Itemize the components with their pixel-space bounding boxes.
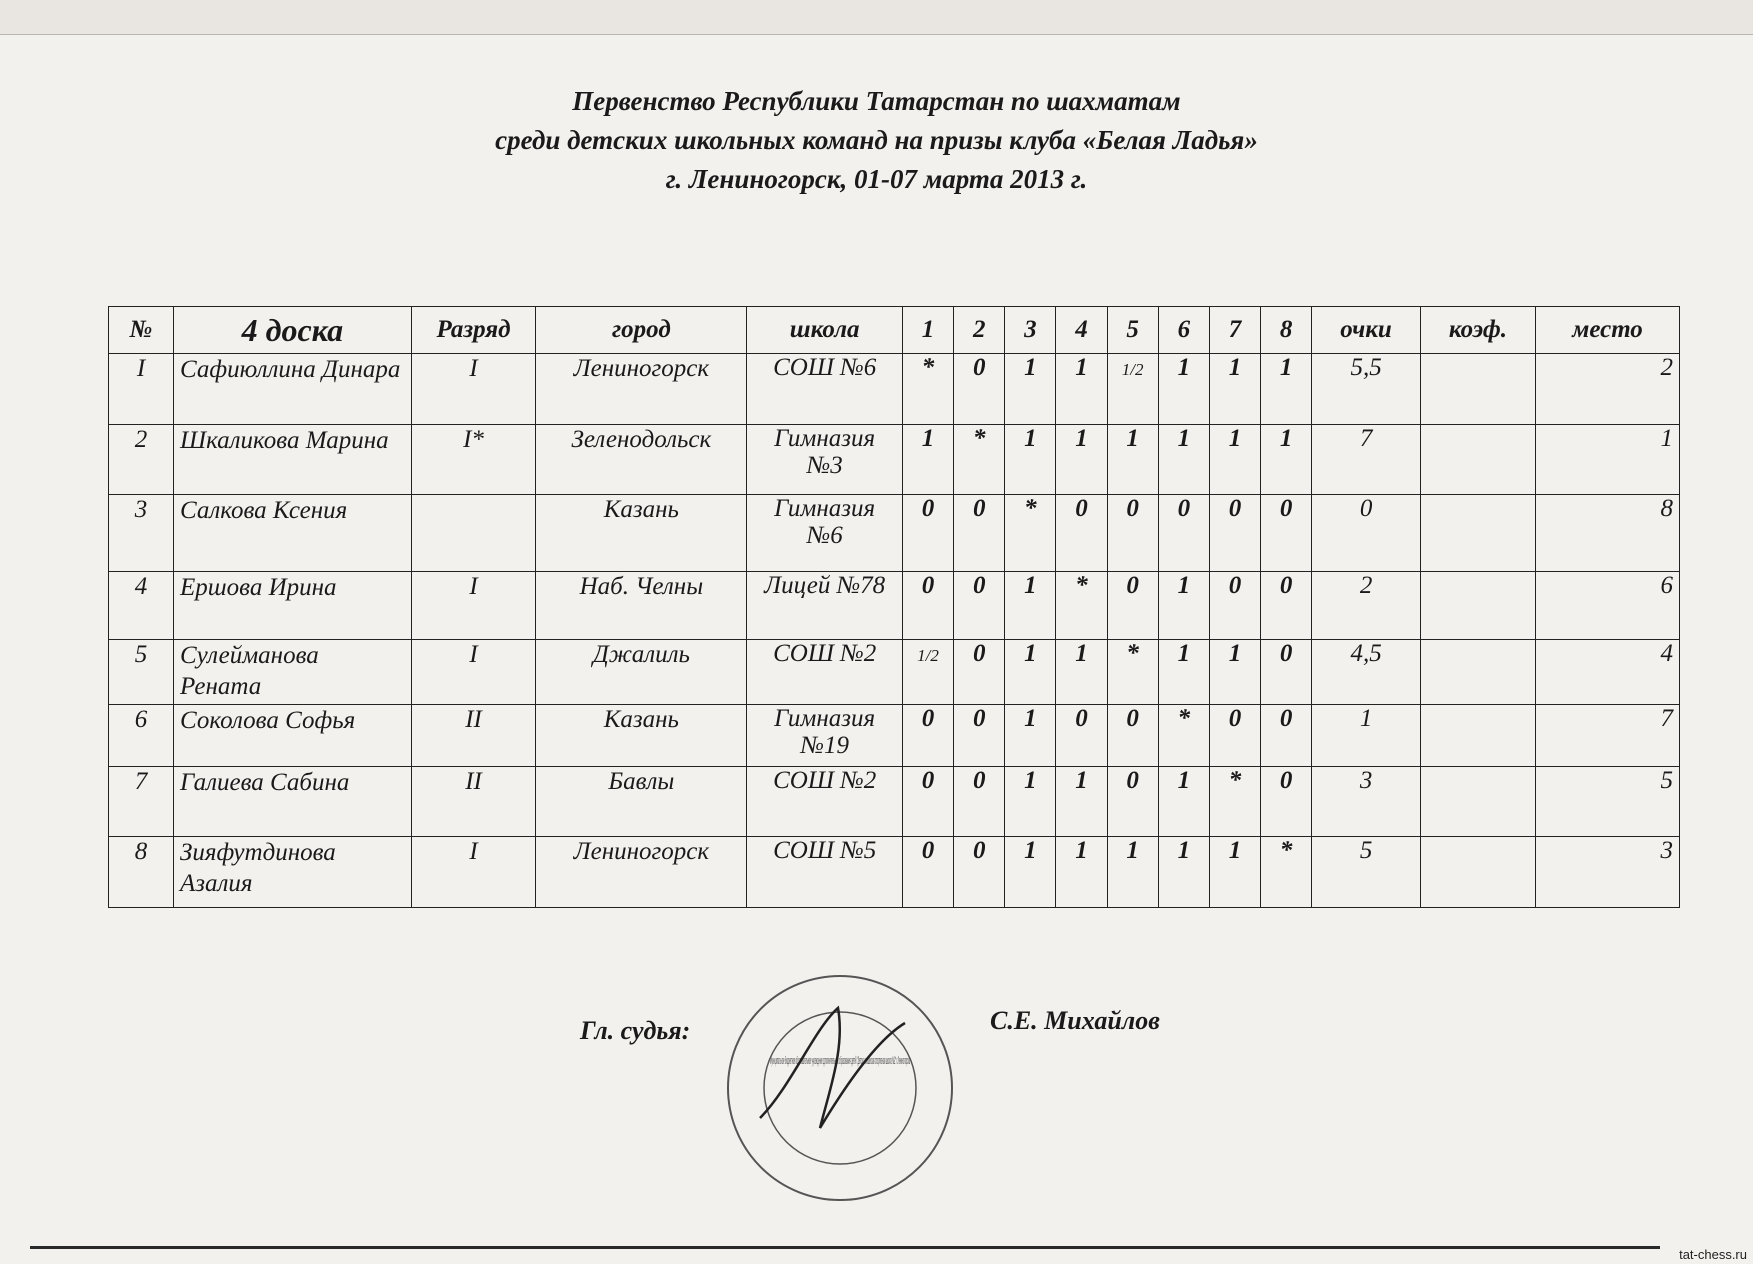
cell-result: 1: [1107, 425, 1158, 495]
cell-player-name: Ершова Ирина: [174, 571, 412, 639]
cell-points: 5,5: [1312, 354, 1421, 425]
cell-result: 0: [1056, 704, 1107, 766]
cell-result: 1: [1209, 639, 1260, 704]
cell-city: Лениногорск: [536, 836, 747, 907]
cell-result: 0: [1209, 495, 1260, 571]
table-row: [109, 639, 1680, 704]
cell-city: Лениногорск: [536, 354, 747, 425]
cell-result: *: [1209, 766, 1260, 836]
title-line-3: г. Лениногорск, 01-07 марта 2013 г.: [665, 164, 1088, 194]
cell-result: 0: [1107, 571, 1158, 639]
cell-result: 1: [1005, 704, 1056, 766]
title-line-1: Первенство Республики Татарстан по шахматам: [572, 86, 1181, 116]
cell-place: 5: [1536, 766, 1680, 836]
cell-result: 0: [902, 836, 953, 907]
cell-place: 1: [1536, 425, 1680, 495]
cell-result: *: [1107, 639, 1158, 704]
cell-result: 1: [1209, 354, 1260, 425]
cell-result: 1: [1005, 354, 1056, 425]
table-row: [109, 425, 1680, 495]
table-row: [109, 766, 1680, 836]
cell-player-name: Сафиюллина Динара: [174, 354, 412, 425]
table-row: [109, 354, 1680, 425]
header-round: 4: [1056, 307, 1107, 354]
cell-coef: [1420, 571, 1535, 639]
watermark: tat-chess.ru: [1679, 1247, 1747, 1262]
cell-coef: [1420, 836, 1535, 907]
cell-city: Казань: [536, 704, 747, 766]
cell-result: *: [902, 354, 953, 425]
cell-player-name: Салкова Ксения: [174, 495, 412, 571]
cell-points: 1: [1312, 704, 1421, 766]
cell-num: 8: [109, 836, 174, 907]
header-num: №: [109, 307, 174, 354]
table-row: [109, 495, 1680, 571]
cell-result: 1: [1158, 354, 1209, 425]
cell-result: 1: [1158, 639, 1209, 704]
cell-points: 7: [1312, 425, 1421, 495]
cell-school: СОШ №5: [747, 836, 903, 907]
cell-result: 1: [1005, 571, 1056, 639]
cell-num: 4: [109, 571, 174, 639]
cell-num: 5: [109, 639, 174, 704]
cell-result: 1/2: [1107, 354, 1158, 425]
cell-result: *: [1056, 571, 1107, 639]
stamp-text: Муниципальное бюджетное образовательное учреждение дополнительного образования детей "Детско-юношеская спортивная школа №2" г.Лениногорска: [770, 1055, 911, 1067]
cell-coef: [1420, 354, 1535, 425]
cell-result: 0: [1107, 704, 1158, 766]
cell-place: 4: [1536, 639, 1680, 704]
cell-result: 0: [954, 495, 1005, 571]
results-table: [108, 306, 1680, 908]
scan-bottom-line: [30, 1246, 1660, 1249]
cell-result: 1: [1005, 425, 1056, 495]
cell-player-name: Соколова Софья: [174, 704, 412, 766]
cell-result: 1: [1209, 836, 1260, 907]
cell-school: Гимназия №19: [747, 704, 903, 766]
cell-result: 0: [902, 704, 953, 766]
cell-result: 1: [1005, 766, 1056, 836]
cell-points: 0: [1312, 495, 1421, 571]
cell-result: 0: [954, 354, 1005, 425]
cell-result: 0: [1261, 704, 1312, 766]
cell-city: Наб. Челны: [536, 571, 747, 639]
cell-rank: II: [411, 766, 536, 836]
cell-result: 0: [1261, 571, 1312, 639]
header-coef: коэф.: [1420, 307, 1535, 354]
cell-result: *: [1158, 704, 1209, 766]
cell-result: 0: [954, 704, 1005, 766]
cell-rank: I*: [411, 425, 536, 495]
cell-result: 1: [1158, 425, 1209, 495]
cell-player-name: Шкаликова Марина: [174, 425, 412, 495]
cell-player-name: Галиева Сабина: [174, 766, 412, 836]
cell-city: Казань: [536, 495, 747, 571]
cell-num: 6: [109, 704, 174, 766]
cell-rank: [411, 495, 536, 571]
cell-points: 5: [1312, 836, 1421, 907]
cell-result: 0: [954, 639, 1005, 704]
header-points: очки: [1312, 307, 1421, 354]
cell-player-name: Сулейманова Рената: [174, 639, 412, 704]
cell-place: 8: [1536, 495, 1680, 571]
cell-city: Бавлы: [536, 766, 747, 836]
cell-result: 0: [1107, 766, 1158, 836]
cell-result: 0: [1158, 495, 1209, 571]
cell-rank: I: [411, 639, 536, 704]
cell-result: *: [1261, 836, 1312, 907]
cell-coef: [1420, 495, 1535, 571]
title-line-2: среди детских школьных команд на призы клуба «Белая Ладья»: [495, 125, 1258, 155]
cell-school: Гимназия №6: [747, 495, 903, 571]
cell-points: 3: [1312, 766, 1421, 836]
cell-rank: II: [411, 704, 536, 766]
header-round: 7: [1209, 307, 1260, 354]
cell-city: Зеленодольск: [536, 425, 747, 495]
cell-player-name: Зияфутдинова Азалия: [174, 836, 412, 907]
table-header-row: [109, 307, 1680, 354]
cell-num: 3: [109, 495, 174, 571]
header-round: 8: [1261, 307, 1312, 354]
table-row: [109, 836, 1680, 907]
cell-result: 1: [1056, 425, 1107, 495]
cell-city: Джалиль: [536, 639, 747, 704]
cell-result: 1: [1005, 836, 1056, 907]
cell-result: 1: [1056, 639, 1107, 704]
cell-num: 2: [109, 425, 174, 495]
cell-place: 6: [1536, 571, 1680, 639]
cell-result: *: [954, 425, 1005, 495]
header-board: 4 доска: [174, 307, 412, 354]
header-round: 1: [902, 307, 953, 354]
cell-result: 0: [1261, 766, 1312, 836]
table-row: [109, 704, 1680, 766]
cell-result: 1: [1056, 354, 1107, 425]
cell-result: 1: [1056, 836, 1107, 907]
header-city: город: [536, 307, 747, 354]
cell-result: 0: [1261, 639, 1312, 704]
cell-result: 0: [1056, 495, 1107, 571]
document-title: [0, 82, 1753, 199]
cell-school: Гимназия №3: [747, 425, 903, 495]
cell-result: 1: [902, 425, 953, 495]
cell-place: 3: [1536, 836, 1680, 907]
cell-result: 1: [1261, 425, 1312, 495]
cell-result: 1: [1056, 766, 1107, 836]
header-round: 6: [1158, 307, 1209, 354]
cell-result: 1: [1158, 766, 1209, 836]
header-place: место: [1536, 307, 1680, 354]
cell-result: 0: [1261, 495, 1312, 571]
cell-rank: I: [411, 836, 536, 907]
header-round: 2: [954, 307, 1005, 354]
cell-result: 0: [902, 495, 953, 571]
judge-label: Гл. судья:: [580, 1016, 691, 1045]
cell-result: 0: [902, 766, 953, 836]
cell-rank: I: [411, 571, 536, 639]
official-stamp: [720, 968, 960, 1208]
cell-result: 1: [1261, 354, 1312, 425]
cell-school: СОШ №2: [747, 639, 903, 704]
scan-top-edge: [0, 0, 1753, 35]
header-round: 3: [1005, 307, 1056, 354]
cell-result: 1: [1107, 836, 1158, 907]
judge-name: С.Е. Михайлов: [990, 1006, 1160, 1035]
cell-school: СОШ №2: [747, 766, 903, 836]
cell-coef: [1420, 425, 1535, 495]
cell-points: 2: [1312, 571, 1421, 639]
cell-result: 1: [1158, 571, 1209, 639]
cell-school: Лицей №78: [747, 571, 903, 639]
cell-result: 0: [1209, 571, 1260, 639]
cell-coef: [1420, 639, 1535, 704]
cell-result: 0: [1209, 704, 1260, 766]
cell-place: 2: [1536, 354, 1680, 425]
table-row: [109, 571, 1680, 639]
cell-result: 0: [954, 571, 1005, 639]
cell-coef: [1420, 704, 1535, 766]
cell-points: 4,5: [1312, 639, 1421, 704]
cell-place: 7: [1536, 704, 1680, 766]
cell-result: 0: [902, 571, 953, 639]
cell-result: 0: [954, 766, 1005, 836]
cell-result: 1: [1158, 836, 1209, 907]
cell-result: 1: [1209, 425, 1260, 495]
cell-rank: I: [411, 354, 536, 425]
cell-coef: [1420, 766, 1535, 836]
cell-num: I: [109, 354, 174, 425]
cell-result: 1/2: [902, 639, 953, 704]
cell-result: *: [1005, 495, 1056, 571]
header-school: школа: [747, 307, 903, 354]
cell-school: СОШ №6: [747, 354, 903, 425]
header-rank: Разряд: [411, 307, 536, 354]
header-round: 5: [1107, 307, 1158, 354]
cell-result: 0: [1107, 495, 1158, 571]
cell-result: 0: [954, 836, 1005, 907]
cell-num: 7: [109, 766, 174, 836]
cell-result: 1: [1005, 639, 1056, 704]
